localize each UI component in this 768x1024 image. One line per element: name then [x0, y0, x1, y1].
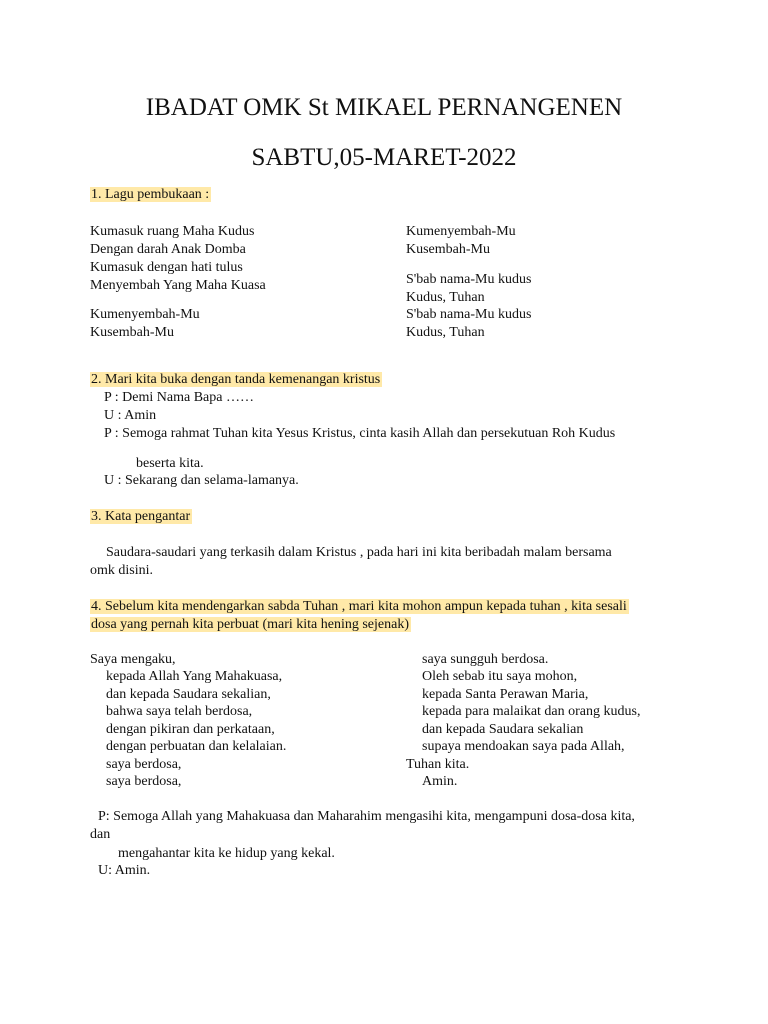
confiteor-right-line: Oleh sebab itu saya mohon, — [422, 669, 578, 684]
section1-right-line: S'bab nama-Mu kudus — [406, 307, 532, 322]
confiteor-right-line: Amin. — [422, 774, 458, 789]
section1-heading: 1. Lagu pembukaan : — [91, 187, 210, 202]
confiteor-right-line: kepada Santa Perawan Maria, — [422, 687, 589, 702]
section1-right-line: S'bab nama-Mu kudus — [406, 272, 532, 287]
document-date: SABTU,05-MARET-2022 — [251, 144, 517, 171]
section1-right-line: Kumenyembah-Mu — [406, 224, 516, 239]
section4-heading: 4. Sebelum kita mendengarkan sabda Tuhan , mari kita mohon ampun kepada tuhan , kita sesali — [91, 599, 627, 614]
section1-right-line: Kudus, Tuhan — [406, 290, 485, 305]
confiteor-right-line: supaya mendoakan saya pada Allah, — [422, 739, 625, 754]
section1-right-line: Kudus, Tuhan — [406, 325, 485, 340]
confiteor-left-line: dan kepada Saudara sekalian, — [106, 687, 271, 702]
absolution-line: dan — [90, 827, 111, 842]
confiteor-left-line: saya berdosa, — [106, 774, 182, 789]
section2-line: beserta kita. — [136, 456, 204, 471]
section4-heading: dosa yang pernah kita perbuat (mari kita hening sejenak) — [91, 617, 409, 632]
section1-left-line: Dengan darah Anak Domba — [90, 242, 246, 257]
confiteor-right-line: dan kepada Saudara sekalian — [422, 722, 584, 737]
confiteor-right-line: kepada para malaikat dan orang kudus, — [422, 704, 641, 719]
section3-line: Saudara-saudari yang terkasih dalam Kristus , pada hari ini kita beribadah malam bersama — [106, 545, 612, 560]
section1-left-line: Kusembah-Mu — [90, 325, 174, 340]
section2-line: U : Sekarang dan selama-lamanya. — [104, 473, 299, 488]
confiteor-left-line: dengan pikiran dan perkataan, — [106, 722, 275, 737]
confiteor-right-line: saya sungguh berdosa. — [422, 652, 549, 667]
section2-heading: 2. Mari kita buka dengan tanda kemenangan kristus — [91, 372, 381, 387]
confiteor-right-line: Tuhan kita. — [406, 757, 470, 772]
section1-left-line: Menyembah Yang Maha Kuasa — [90, 278, 266, 293]
section1-right-line: Kusembah-Mu — [406, 242, 490, 257]
confiteor-left-line: Saya mengaku, — [90, 652, 176, 667]
document-title: IBADAT OMK St MIKAEL PERNANGENEN — [145, 94, 623, 121]
section1-left-line: Kumenyembah-Mu — [90, 307, 200, 322]
section1-left-line: Kumasuk ruang Maha Kudus — [90, 224, 255, 239]
section1-left-line: Kumasuk dengan hati tulus — [90, 260, 243, 275]
confiteor-left-line: kepada Allah Yang Mahakuasa, — [106, 669, 283, 684]
absolution-line: U: Amin. — [98, 863, 151, 878]
confiteor-left-line: dengan perbuatan dan kelalaian. — [106, 739, 287, 754]
absolution-line: mengahantar kita ke hidup yang kekal. — [118, 846, 335, 861]
section2-line: P : Semoga rahmat Tuhan kita Yesus Kristus, cinta kasih Allah dan persekutuan Roh Kudus — [104, 426, 616, 441]
section3-line: omk disini. — [90, 563, 154, 578]
absolution-line: P: Semoga Allah yang Mahakuasa dan Maharahim mengasihi kita, mengampuni dosa-dosa kita, — [98, 809, 635, 824]
confiteor-left-line: saya berdosa, — [106, 757, 182, 772]
section2-line: U : Amin — [104, 408, 157, 423]
section2-line: P : Demi Nama Bapa …… — [104, 390, 254, 405]
confiteor-left-line: bahwa saya telah berdosa, — [106, 704, 253, 719]
section3-heading: 3. Kata pengantar — [91, 509, 191, 524]
